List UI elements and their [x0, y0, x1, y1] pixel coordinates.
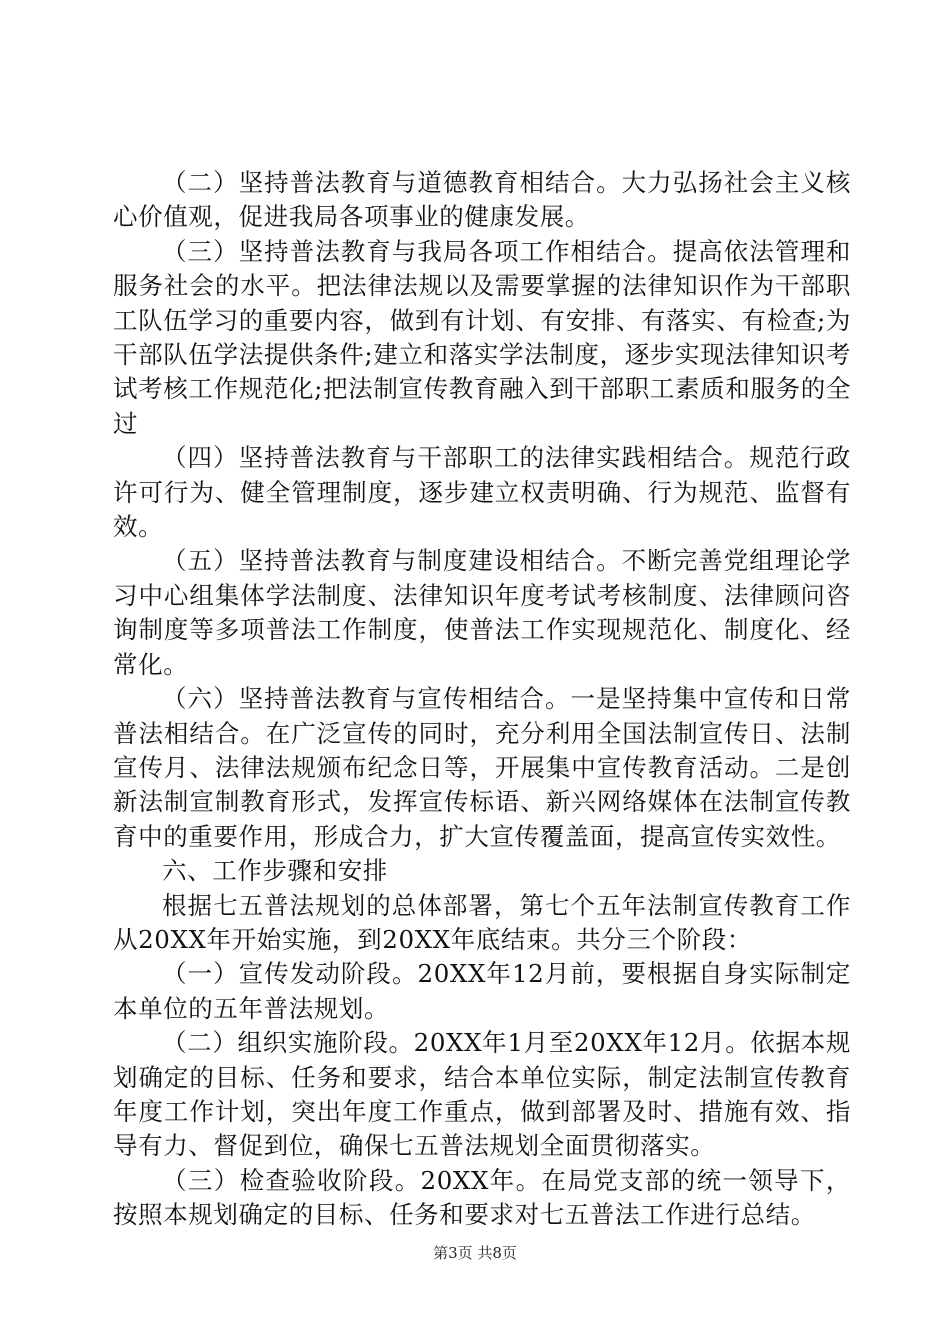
document-body: [113, 166, 851, 1233]
paragraph-overall-plan: 根据七五普法规划的总体部署，第七个五年法制宣传教育工作从20XX年开始实施，到20XX年底结束。共分三个阶段：: [113, 890, 851, 954]
paragraph-principle-5: （五）坚持普法教育与制度建设相结合。不断完善党组理论学习中心组集体学法制度、法律知识年度考试考核制度、法律顾问咨询制度等多项普法工作制度，使普法工作实现规范化、制度化、经常化。: [113, 546, 851, 679]
paragraph-principle-3: （三）坚持普法教育与我局各项工作相结合。提高依法管理和服务社会的水平。把法律法规以及需要掌握的法律知识作为干部职工队伍学习的重要内容，做到有计划、有安排、有落实、有检查;为干部队伍学法提供条件;建立和落实学法制度，逐步实现法律知识考试考核工作规范化;把法制宣传教育融入到干部职工素质和服务的全过: [113, 236, 851, 438]
paragraph-principle-4: （四）坚持普法教育与干部职工的法律实践相结合。规范行政许可行为、健全管理制度，逐步建立权责明确、行为规范、监督有效。: [113, 443, 851, 542]
paragraph-stage-2: （二）组织实施阶段。20XX年1月至20XX年12月。依据本规划确定的目标、任务和要求，结合本单位实际，制定法制宣传教育年度工作计划，突出年度工作重点，做到部署及时、措施有效、指导有力、督促到位，确保七五普法规划全面贯彻落实。: [113, 1028, 851, 1161]
paragraph-stage-3: （三）检查验收阶段。20XX年。在局党支部的统一领导下，按照本规划确定的目标、任务和要求对七五普法工作进行总结。: [113, 1165, 851, 1230]
page-number-footer: 第3页 共8页: [433, 1244, 517, 1262]
paragraph-principle-6: （六）坚持普法教育与宣传相结合。一是坚持集中宣传和日常普法相结合。在广泛宣传的同时，充分利用全国法制宣传日、法制宣传月、法律法规颁布纪念日等，开展集中宣传教育活动。二是创新法制宣制教育形式，发挥宣传标语、新兴网络媒体在法制宣传教育中的重要作用，形成合力，扩大宣传覆盖面，提高宣传实效性。: [113, 684, 851, 851]
paragraph-stage-1: （一）宣传发动阶段。20XX年12月前，要根据自身实际制定本单位的五年普法规划。: [113, 959, 851, 1023]
section-heading-work-steps: 六、工作步骤和安排: [162, 856, 388, 886]
paragraph-principle-2: （二）坚持普法教育与道德教育相结合。大力弘扬社会主义核心价值观，促进我局各项事业的健康发展。: [113, 168, 851, 232]
